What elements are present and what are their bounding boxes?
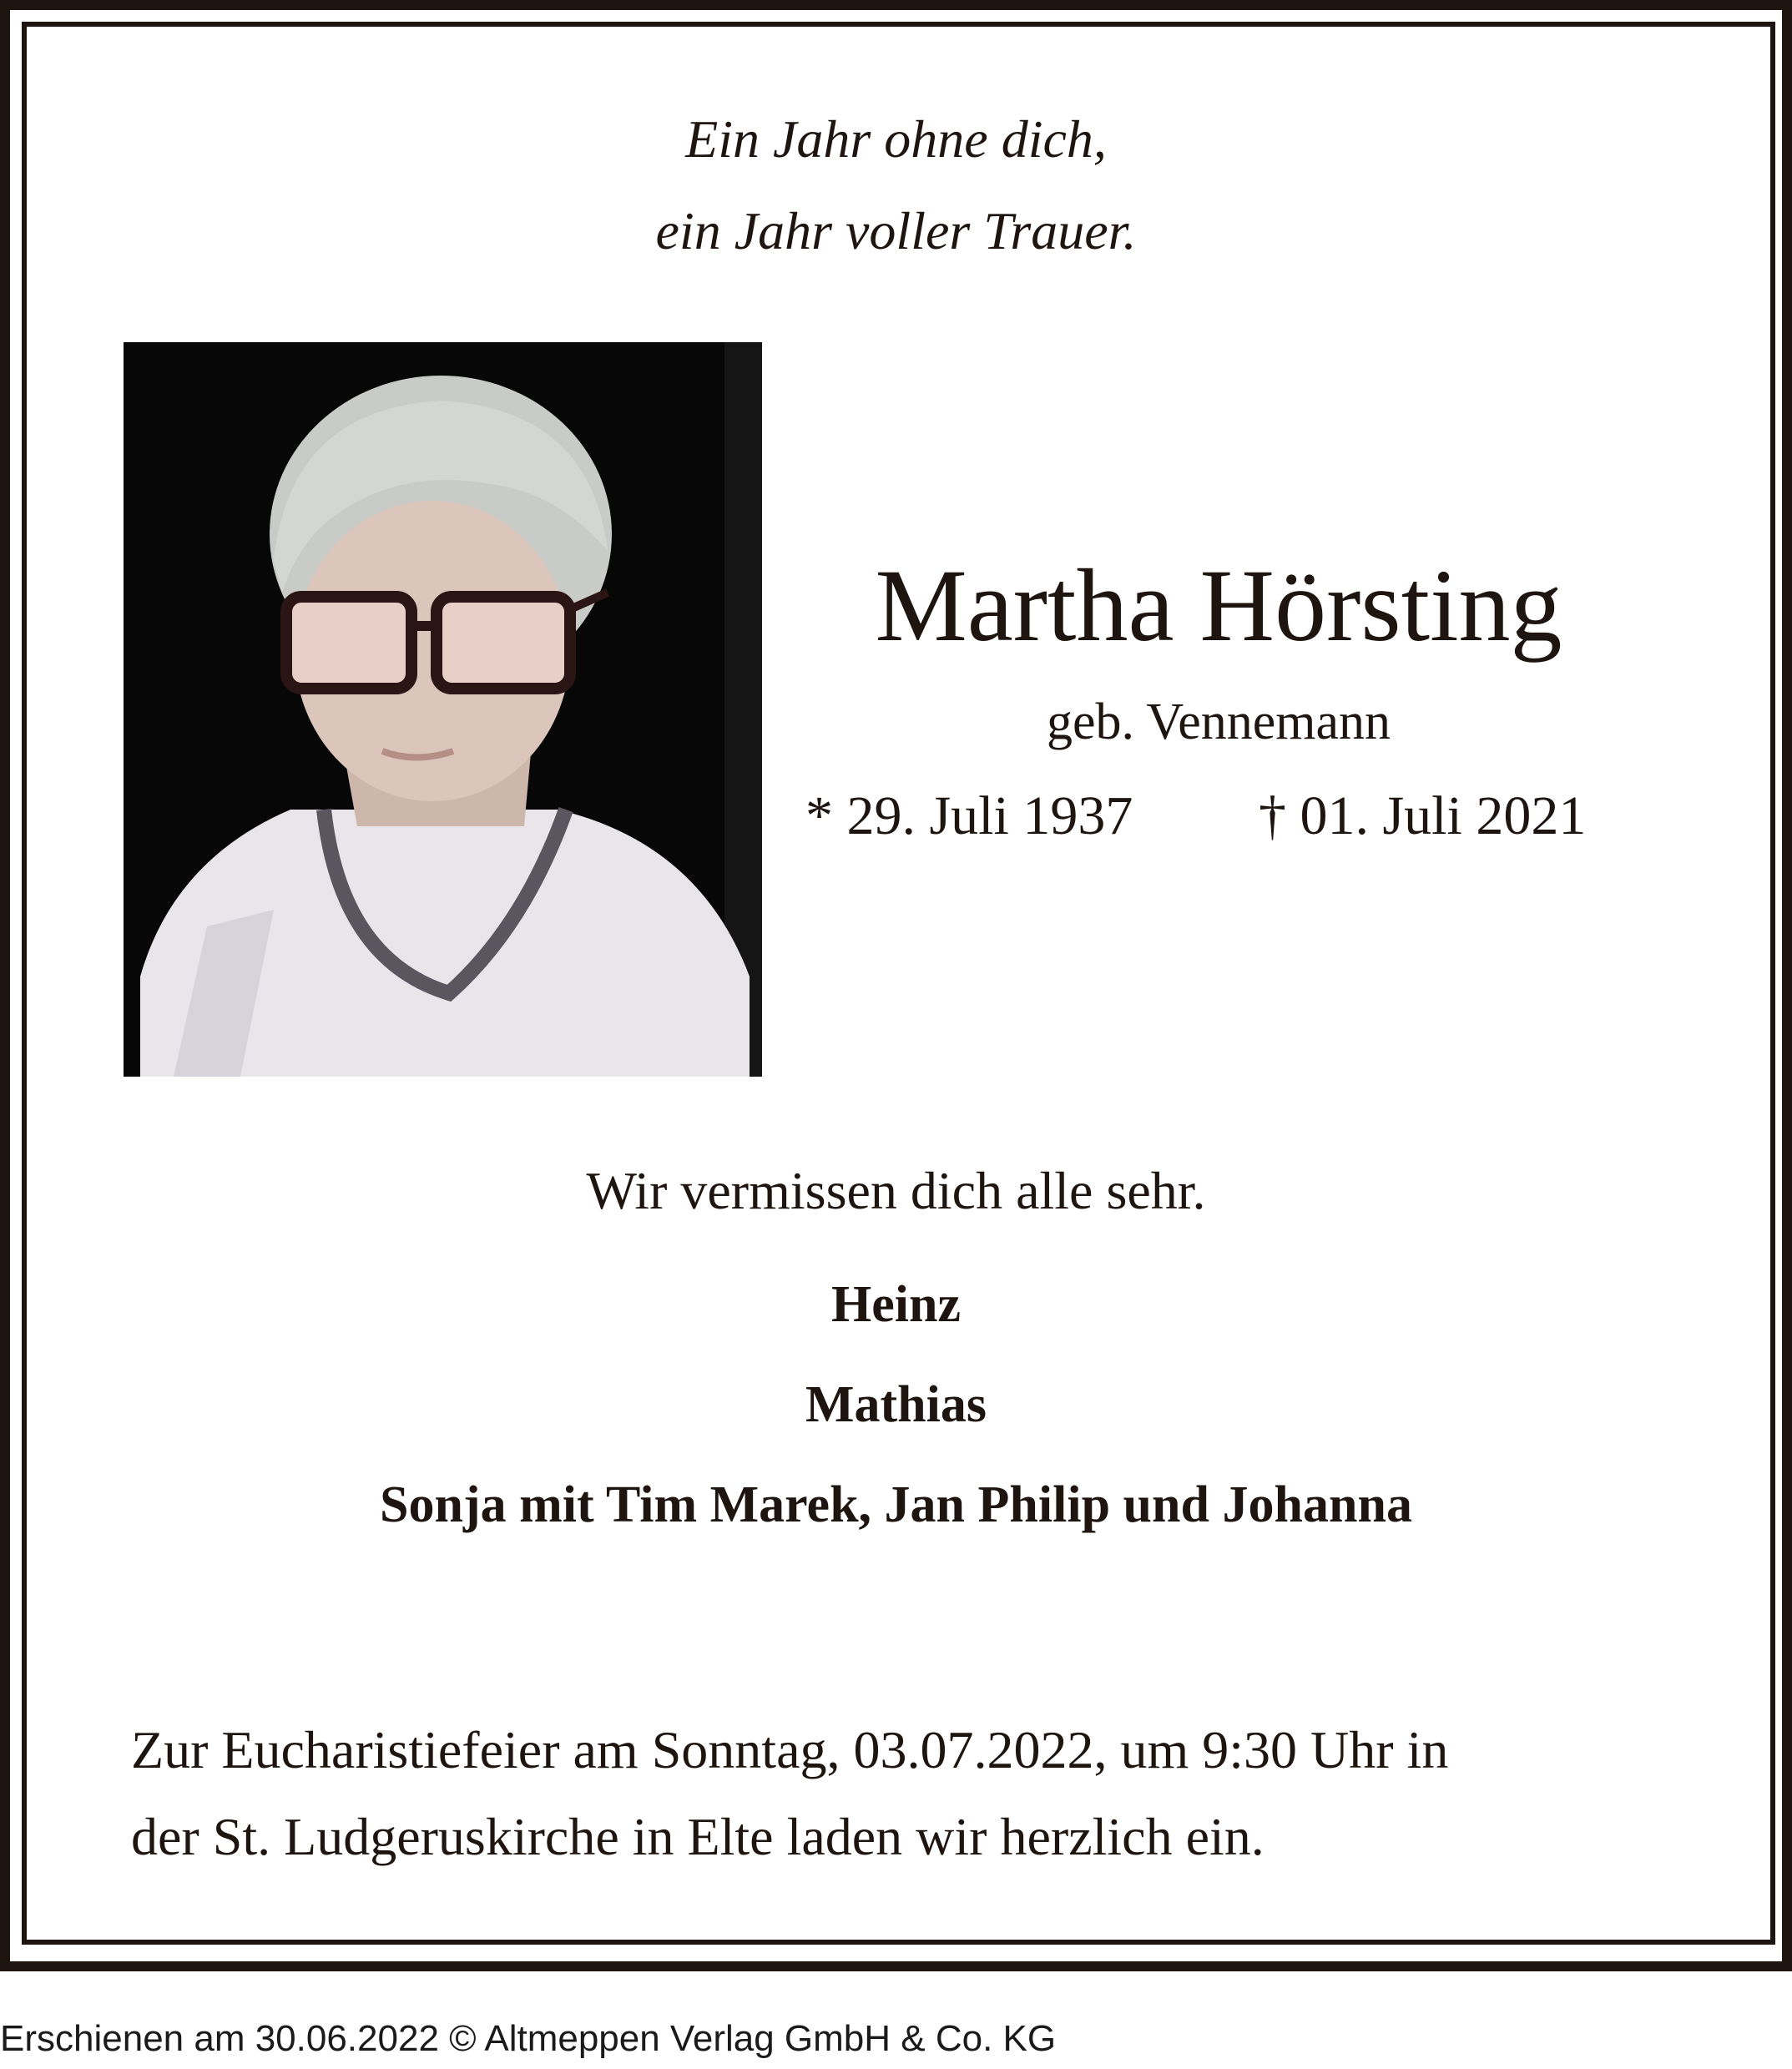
verse-line-1: Ein Jahr ohne dich,	[685, 109, 1107, 169]
publication-footer: Erschienen am 30.06.2022 © Altmeppen Verlag GmbH & Co. KG	[0, 2018, 1057, 2059]
service-invitation	[131, 1707, 1700, 1880]
maiden-name: geb. Vennemann	[1046, 694, 1391, 750]
closing-line: Wir vermissen dich alle sehr.	[586, 1161, 1206, 1220]
mourner-name: Mathias	[805, 1376, 987, 1433]
portrait-photo	[124, 342, 762, 1077]
birth-date: * 29. Juli 1937	[805, 785, 1133, 846]
invitation-line-2: der St. Ludgeruskirche in Elte laden wir herzlich ein.	[131, 1807, 1264, 1866]
mourner-name: Sonja mit Tim Marek, Jan Philip und Johanna	[380, 1476, 1412, 1533]
portrait-illustration	[124, 342, 762, 1077]
deceased-name: Martha Hörsting	[875, 548, 1562, 663]
invitation-line-1: Zur Eucharistiefeier am Sonntag, 03.07.2022, um 9:30 Uhr in	[131, 1720, 1449, 1779]
mourner-name: Heinz	[831, 1276, 961, 1333]
verse-line-2: ein Jahr voller Trauer.	[655, 201, 1137, 260]
death-date: † 01. Juli 2021	[1259, 785, 1587, 846]
